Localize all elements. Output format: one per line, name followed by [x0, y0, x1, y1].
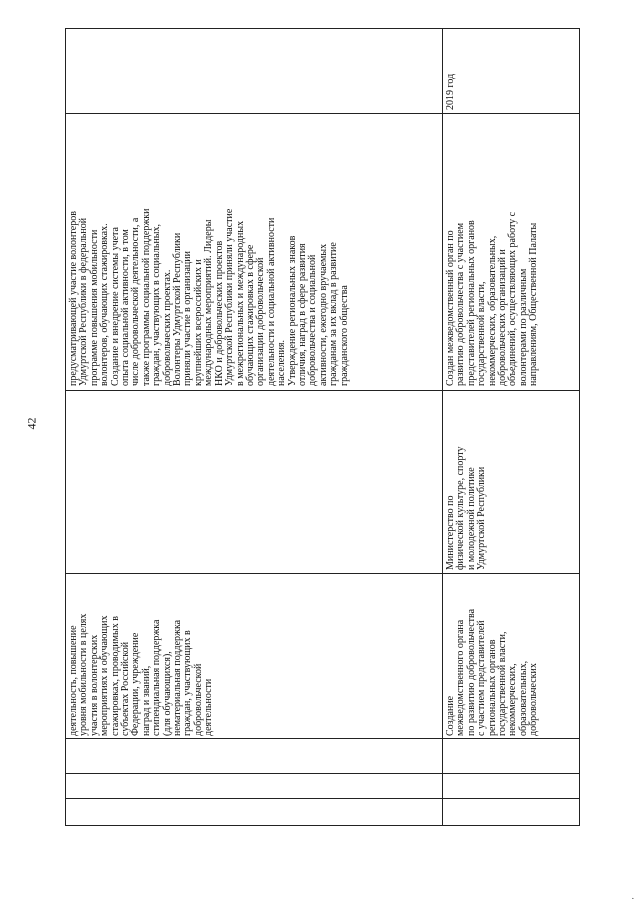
row-a-result-text: предусматривающей участие волонтеров Удмуртской Республики в федеральной программе повышения мобильности волонтеров, обучающих стажировках. Создание и внедрение системы учета опыта социальной активности, в том числе добровольческой деятельности, а также программы социальной поддержки граждан, участвующих в социальных, добровольческих проектах. Волонтеры Удмуртской Республики приняли участие в организации крупнейших всероссийских и международных мероприятий. Лидеры НКО и добровольческих проектов Удмуртской Республики приняли участие в межрегиональных и международных обучающих стажировках в сфере организации добровольческой деятельности и социальной активности населения. Утверждение региональных знаков отличия, наград в сфере развития добровольчества и социальной активности, ежегодно вручаемых гражданам за их вклад в развитие гражданского общества	[68, 208, 350, 386]
scan-mark: .	[631, 891, 634, 901]
row-b-executor-cell	[446, 390, 579, 573]
column-divider	[65, 738, 580, 739]
document-table	[65, 28, 580, 826]
row-a-goal-cell	[69, 573, 442, 738]
row-a-result-cell	[69, 113, 442, 390]
table-border-right	[579, 28, 580, 826]
row-b-year-cell	[446, 28, 579, 113]
row-divider	[442, 28, 443, 826]
column-divider	[65, 798, 580, 799]
table-border-left	[65, 28, 66, 826]
row-b-executor-text: Министерство по физической культуре, спорту и молодежной политике Удмуртской Республики	[445, 446, 488, 570]
row-a-goal-text: деятельность, повышение уровня мобильности в целях участия в волонтерских мероприятиях и обучающих стажировках, проводимых в субъектах Российской Федерации, учреждение наград и званий, стипендиальная поддержка (для обучающихся), нематериальная поддержка граждан, участвующих в добровольческой деятельности	[68, 613, 215, 736]
column-divider	[65, 773, 580, 774]
row-b-result-cell	[446, 113, 579, 390]
row-b-goal-text: Создание межведомственного органа по развитию добровольчества с участием представителей региональных органов государственной власти, некоммерческих, образовательных, добровольческих	[445, 608, 540, 736]
row-b-year-text: 2019 год	[445, 73, 456, 110]
row-b-goal-cell	[446, 573, 579, 738]
table-border-bottom	[65, 825, 580, 826]
page-number: 42	[24, 417, 39, 430]
row-b-result-text: Создан межведомственный орган по развитию добровольчества с участием представителей региональных органов государственной власти, некоммерческих, образовательных, добровольческих организаций и объединений, осуществляющих работу с волонтерами по различным направлениям, Общественной Палаты	[445, 211, 540, 386]
